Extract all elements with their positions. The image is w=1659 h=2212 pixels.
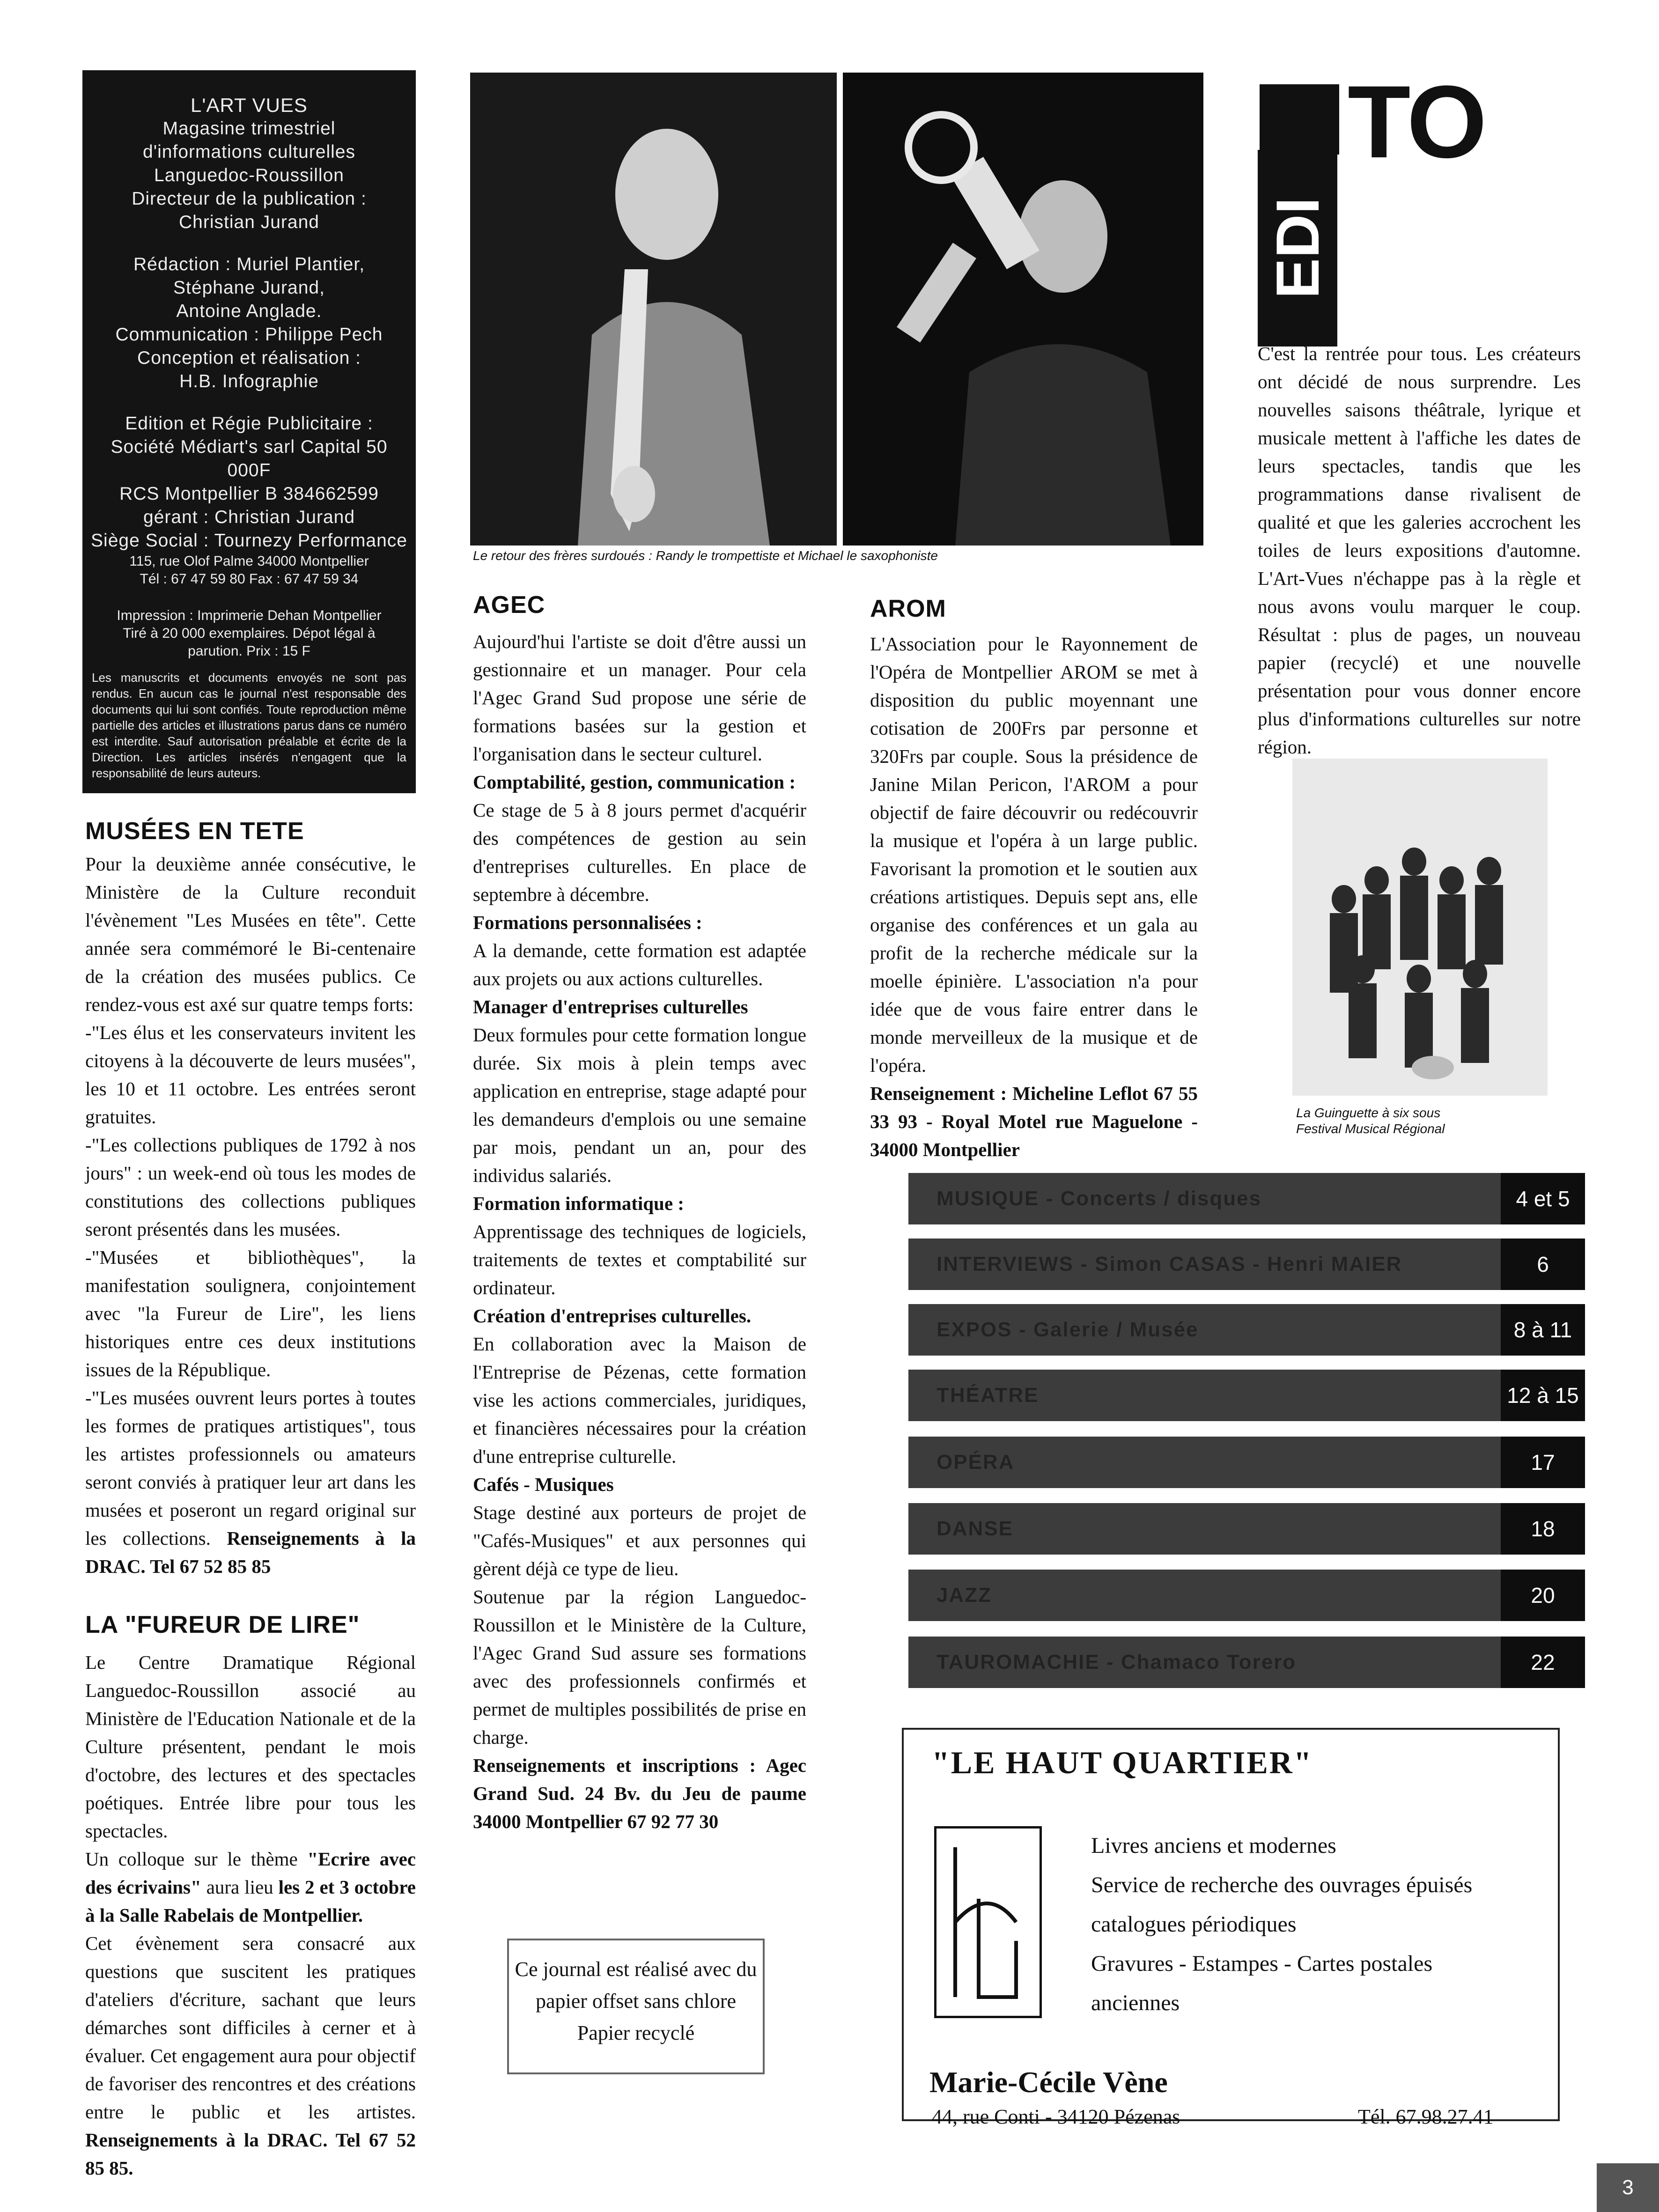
band-image: [1292, 759, 1548, 1096]
toc-page: 12 à 15: [1501, 1370, 1585, 1421]
masthead-notice: Les manuscrits et documents envoyés ne sont pas rendus. En aucun cas le journal n'est responsable des documents qui lui sont confiés. Toute reproduction même partielle des articles et illustrations parus dans ce numéro est interdite. Sauf autorisation préalable et écrite de la Direction. Les articles insérés n'engagent que la responsabilité de leurs auteurs.: [92, 671, 406, 780]
toc-label: EXPOS - Galerie / Musée: [936, 1318, 1199, 1341]
fureur-article: [85, 1648, 416, 2182]
subheading: Cafés - Musiques: [473, 1474, 614, 1495]
paragraph: Un colloque sur le thème "Ecrire avec des écrivains" aura lieu les 2 et 3 octobre à la Salle Rabelais de Montpellier.: [85, 1848, 416, 1926]
edito-title: TO: [1260, 75, 1485, 169]
masthead-subtitle: Magasine trimestriel: [162, 118, 336, 139]
ad-owner-name: Marie-Cécile Vène: [929, 2065, 1168, 2099]
saxophonist-image: [470, 73, 837, 546]
band-caption: La Guinguette à six sous Festival Musical Régional: [1296, 1106, 1445, 1136]
contact-info: Renseignements à la DRAC. Tel 67 52 85 85.: [85, 2129, 416, 2179]
contact-info: Renseignements et inscriptions : Agec Grand Sud. 24 Bv. du Jeu de paume 34000 Montpellier 67 92 77 30: [473, 1755, 806, 1832]
subheading: Formation informatique :: [473, 1193, 684, 1214]
toc-label: THÉATRE: [936, 1384, 1039, 1407]
paragraph: Deux formules pour cette formation longue durée. Six mois à plein temps avec application en entreprise, stage adapté pour les demandeurs d'emplois ou une semaine par mois, pendant un an, pour des individus salariés.: [473, 1024, 806, 1186]
toc-label: TAUROMACHIE - Chamaco Torero: [936, 1651, 1297, 1674]
paragraph: -"Les musées ouvrent leurs portes à toutes les formes de pratiques artistiques", tous les artistes professionnels ou amateurs seront conviés à pratiquer leur art dans les musées et poseront un regard original sur les collections. Renseignements à la DRAC. Tel 67 52 85 85: [85, 1387, 416, 1577]
bookshop-logo-icon: [934, 1826, 1042, 2018]
paragraph: L'Association pour le Rayonnement de l'Opéra de Montpellier AROM se met à disposition du public moyennant une cotisation de 200Frs par personne et 320Frs par couple. Sous la présidence de Janine Milan Pericon, l'AROM a pour objectif de faire découvrir ou redécouvrir la musique et l'opéra à un large public. Favorisant la promotion et le soutien aux créations artistiques. Depuis sept ans, elle organise des conférences et un gala au profit de la recherche médicale sur la moelle épinière. L'association n'a pour idée que de vous faire entrer dans le monde merveilleux de la musique et de l'opéra.: [870, 633, 1198, 1076]
masthead-edition: Edition et Régie Publicitaire :: [125, 413, 373, 434]
masthead-address: 115, rue Olof Palme 34000 Montpellier: [129, 553, 369, 569]
list-item: Livres anciens et modernes: [1091, 1833, 1336, 1858]
toc-row[interactable]: [908, 1173, 1585, 1224]
paragraph: -"Musées et bibliothèques", la manifestation soulignera, conjointement avec "la Fureur de Lire", les liens historiques entre ces deux institutions issues de la République.: [85, 1246, 416, 1380]
ad-address: 44, rue Conti - 34120 Pézenas: [932, 2105, 1180, 2128]
paragraph: En collaboration avec la Maison de l'Entreprise de Pézenas, cette formation vise les actions commerciales, juridiques, et financières nécessaires pour la création d'une entreprise culturelle.: [473, 1333, 806, 1467]
masthead-redaction: Stéphane Jurand,: [173, 278, 325, 298]
masthead-impression: parution. Prix : 15 F: [188, 643, 310, 659]
toc-label: OPÉRA: [936, 1451, 1015, 1474]
masthead-title: L'ART VUES: [191, 94, 308, 116]
toc-label: INTERVIEWS - Simon CASAS - Henri MAIER: [936, 1253, 1402, 1276]
ad-services: [1091, 1826, 1472, 2023]
recycled-paper-note: Ce journal est réalisé avec du papier offset sans chlore Papier recyclé: [507, 1939, 765, 2074]
musees-article: [85, 850, 416, 1580]
paragraph: Aujourd'hui l'artiste se doit d'être aussi un gestionnaire et un manager. Pour cela l'Agec Grand Sud propose une série de formations basées sur la gestion et l'organisation dans le secteur culturel.: [473, 631, 806, 765]
subheading: Manager d'entreprises culturelles: [473, 996, 748, 1018]
trumpeter-image: [843, 73, 1203, 546]
toc-row[interactable]: [908, 1239, 1585, 1290]
page-number: 3: [1597, 2163, 1659, 2212]
masthead-director-label: Directeur de la publication :: [132, 189, 367, 209]
paragraph: A la demande, cette formation est adaptée aux projets ou aux actions culturelles.: [473, 940, 806, 989]
paragraph: Soutenue par la région Languedoc-Roussillon et le Ministère de la Culture, l'Agec Grand Sud assure ses formations avec des professionnels confirmés et permet de multiples possibilités de prise en charge.: [473, 1586, 806, 1748]
arom-heading: AROM: [870, 595, 946, 622]
masthead-conception: H.B. Infographie: [179, 371, 319, 391]
toc-page: 4 et 5: [1501, 1173, 1585, 1224]
ad-telephone: Tél. 67.98.27.41: [1358, 2105, 1494, 2128]
toc-row[interactable]: [908, 1570, 1585, 1621]
toc-page: 8 à 11: [1501, 1304, 1585, 1356]
photo-caption: Le retour des frères surdoués : Randy le trompettiste et Michael le saxophoniste: [473, 548, 938, 563]
paragraph: Pour la deuxième année consécutive, le Ministère de la Culture reconduit l'évènement "Les Musées en tête". Cette année sera commémoré le Bi-centenaire de la création des musées publics. Ce rendez-vous est axé sur quatre temps forts:: [85, 853, 416, 1015]
edito-vertical-title: EDI: [1258, 150, 1337, 347]
agec-article: [473, 627, 806, 1836]
toc-page: 18: [1501, 1503, 1585, 1555]
toc-page: 17: [1501, 1437, 1585, 1488]
masthead-region: Languedoc-Roussillon: [154, 165, 344, 185]
band-photo: [1292, 759, 1548, 1096]
masthead-box: [82, 70, 416, 793]
saxophonist-photo: [470, 73, 837, 546]
toc-row[interactable]: [908, 1637, 1585, 1688]
masthead-conception: Conception et réalisation :: [137, 348, 361, 368]
edito-text: C'est la rentrée pour tous. Les créateurs ont décidé de nous surprendre. Les nouvelles saisons théâtrale, lyrique et musicale mettent à l'affiche les dates de leurs spectacles, tandis que les programmations danse rivalisent de qualité et que les galeries accrochent les toiles de leurs expositions d'automne. L'Art-Vues n'échappe pas à la règle et nous avons voulu marquer le coup. Résultat : plus de pages, un nouveau papier (recyclé) et une nouvelle présentation pour vous donner encore plus d'informations culturelles sur notre région.: [1258, 343, 1581, 758]
masthead-edition: Siège Social : Tournezy Performance: [91, 531, 407, 551]
paragraph: Cet évènement sera consacré aux questions que suscitent les pratiques d'ateliers d'écriture, sachant que leurs démarches sont difficiles à cerner et à évaluer. Cet engagement aura pour objectif de favoriser des rencontres et des créations entre le public et les artistes. Renseignements à la DRAC. Tel 67 52 85 85.: [85, 1932, 416, 2179]
paragraph: Le Centre Dramatique Régional Languedoc-Roussillon associé au Ministère de l'Education Nationale et de la Culture présentent, pendant le mois d'octobre, des lectures et des spectacles poétiques. Entrée libre pour tous les spectacles.: [85, 1652, 416, 1842]
toc-row[interactable]: [908, 1304, 1585, 1356]
paragraph: -"Les élus et les conservateurs invitent les citoyens à la découverte de leurs musées", les 10 et 11 octobre. Les entrées seront gratuites.: [85, 1022, 416, 1128]
masthead-impression: Impression : Imprimerie Dehan Montpellier: [117, 608, 382, 623]
masthead-phone: Tél : 67 47 59 80 Fax : 67 47 59 34: [140, 571, 359, 587]
musees-heading: MUSÉES EN TETE: [85, 818, 304, 845]
toc-label: DANSE: [936, 1517, 1014, 1540]
masthead-edition: gérant : Christian Jurand: [143, 507, 355, 527]
toc-page: 6: [1501, 1239, 1585, 1290]
masthead-subtitle: d'informations culturelles: [143, 142, 355, 162]
arom-article: [870, 630, 1198, 1164]
masthead-impression: Tiré à 20 000 exemplaires. Dépot légal à: [123, 626, 376, 641]
toc-row[interactable]: [908, 1437, 1585, 1488]
masthead-redaction: Antoine Anglade.: [176, 301, 322, 321]
contact-info: Renseignements à la DRAC. Tel 67 52 85 85: [85, 1527, 416, 1577]
toc-row[interactable]: [908, 1503, 1585, 1555]
agec-heading: AGEC: [473, 591, 546, 619]
list-item: catalogues périodiques: [1091, 1912, 1297, 1937]
subheading: Création d'entreprises culturelles.: [473, 1305, 752, 1327]
contact-info: Renseignement : Micheline Leflot 67 55 33 93 - Royal Motel rue Maguelone - 34000 Montpellier: [870, 1083, 1198, 1160]
toc-page: 20: [1501, 1570, 1585, 1621]
toc-label: JAZZ: [936, 1584, 992, 1607]
paragraph: -"Les collections publiques de 1792 à nos jours" : un week-end où tous les modes de constitutions des collections publiques seront présentés dans les musées.: [85, 1134, 416, 1240]
masthead-director: Christian Jurand: [179, 212, 319, 232]
masthead-communication: Communication : Philippe Pech: [115, 324, 383, 345]
paragraph: Apprentissage des techniques de logiciels, traitements de textes et comptabilité sur ordinateur.: [473, 1221, 806, 1298]
toc-row[interactable]: [908, 1370, 1585, 1421]
paragraph: Ce stage de 5 à 8 jours permet d'acquérir des compétences de gestion au sein d'entreprises culturelles. En place de septembre à décembre.: [473, 799, 806, 905]
paragraph: Stage destiné aux porteurs de projet de "Cafés-Musiques" et aux personnes qui gèrent déjà ce type de lieu.: [473, 1502, 806, 1579]
subheading: Formations personnalisées :: [473, 912, 702, 933]
list-item: anciennes: [1091, 1991, 1180, 2015]
list-item: Gravures - Estampes - Cartes postales: [1091, 1951, 1433, 1976]
masthead-edition: Société Médiart's sarl Capital 50 000F: [111, 437, 388, 480]
list-item: Service de recherche des ouvrages épuisés: [1091, 1873, 1473, 1897]
masthead-redaction: Rédaction : Muriel Plantier,: [133, 254, 365, 274]
toc-page: 22: [1501, 1637, 1585, 1688]
masthead-edition: RCS Montpellier B 384662599: [119, 484, 379, 504]
fureur-heading: LA "FUREUR DE LIRE": [85, 1611, 360, 1638]
trumpeter-photo: [843, 73, 1203, 546]
subheading: Comptabilité, gestion, communication :: [473, 771, 796, 793]
ad-title: "LE HAUT QUARTIER": [932, 1745, 1313, 1780]
toc-label: MUSIQUE - Concerts / disques: [936, 1187, 1262, 1210]
